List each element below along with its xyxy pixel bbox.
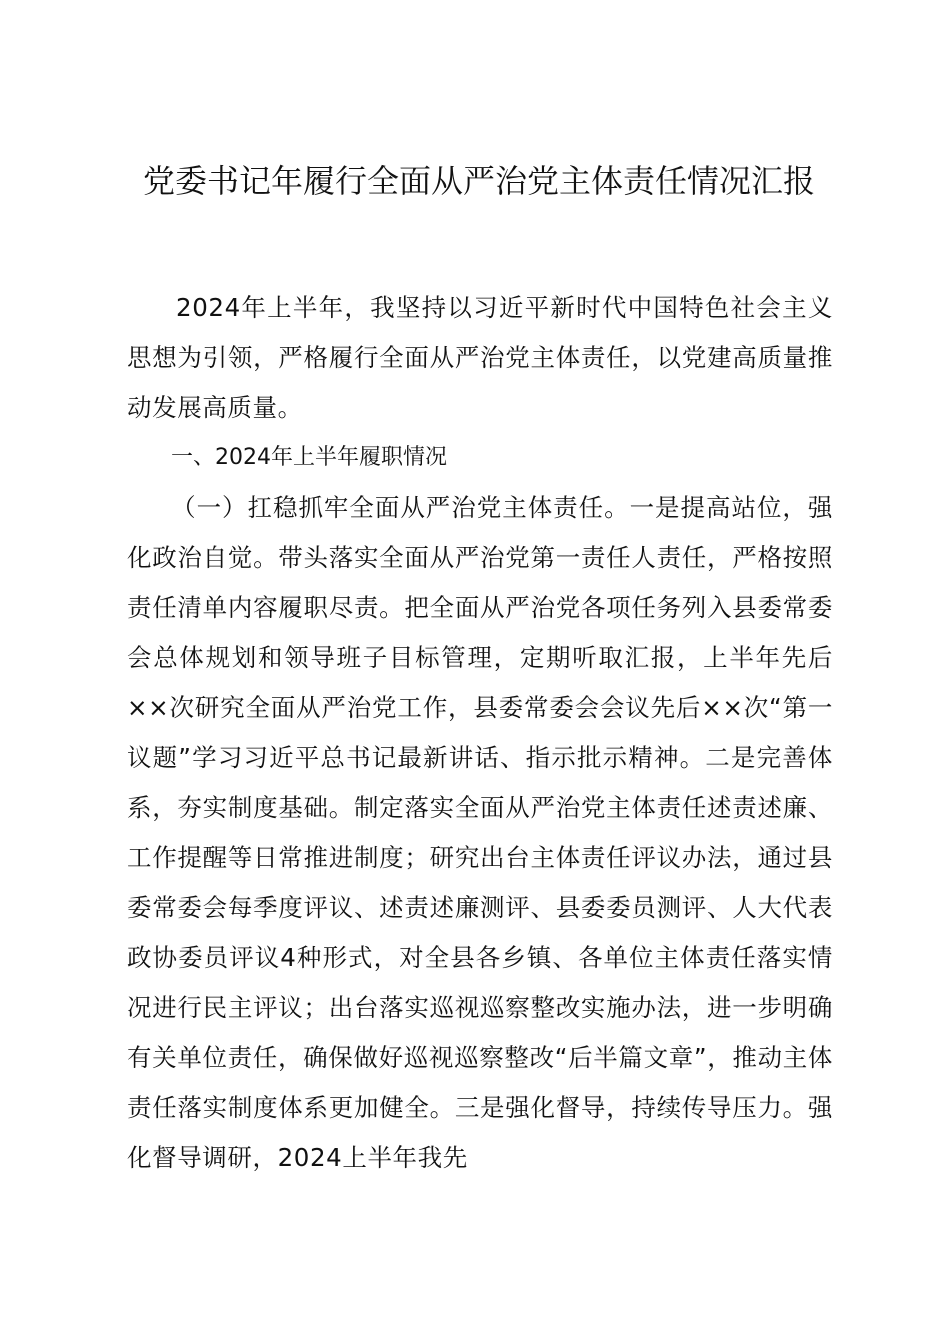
section-heading: 一、2024年上半年履职情况 xyxy=(171,445,447,470)
body-paragraph: （一）扛稳抓牢全面从严治党主体责任。一是提高站位，强化政治自觉。带头落实全面从严治党第一责任人责任，严格按照责任清单内容履职尽责。把全面从严治党各项任务列入县委常委会总体规划和领导班子目标管理，定期听取汇报，上半年先后××次研究全面从严治党工作，县委常委会会议先后××次“第一议题”学习习近平总书记最新讲话、指示批示精神。二是完善体系，夯实制度基础。制定落实全面从严治党主体责任述责述廉、工作提醒等日常推进制度；研究出台主体责任评议办法，通过县委常委会每季度评议、述责述廉测评、县委委员测评、人大代表政协委员评议4种形式，对全县各乡镇、各单位主体责任落实情况进行民主评议；出台落实巡视巡察整改实施办法，进一步明确有关单位责任，确保做好巡视巡察整改“后半篇文章”，推动主体责任落实制度体系更加健全。三是强化督导，持续传导压力。强化督导调研，2024上半年我先 xyxy=(127,493,833,1172)
document-title: 党委书记年履行全面从严治党主体责任情况汇报 xyxy=(142,162,815,200)
document-body xyxy=(127,283,833,1183)
intro-paragraph: 2024年上半年，我坚持以习近平新时代中国特色社会主义思想为引领，严格履行全面从严治党主体责任，以党建高质量推动发展高质量。 xyxy=(127,293,833,422)
